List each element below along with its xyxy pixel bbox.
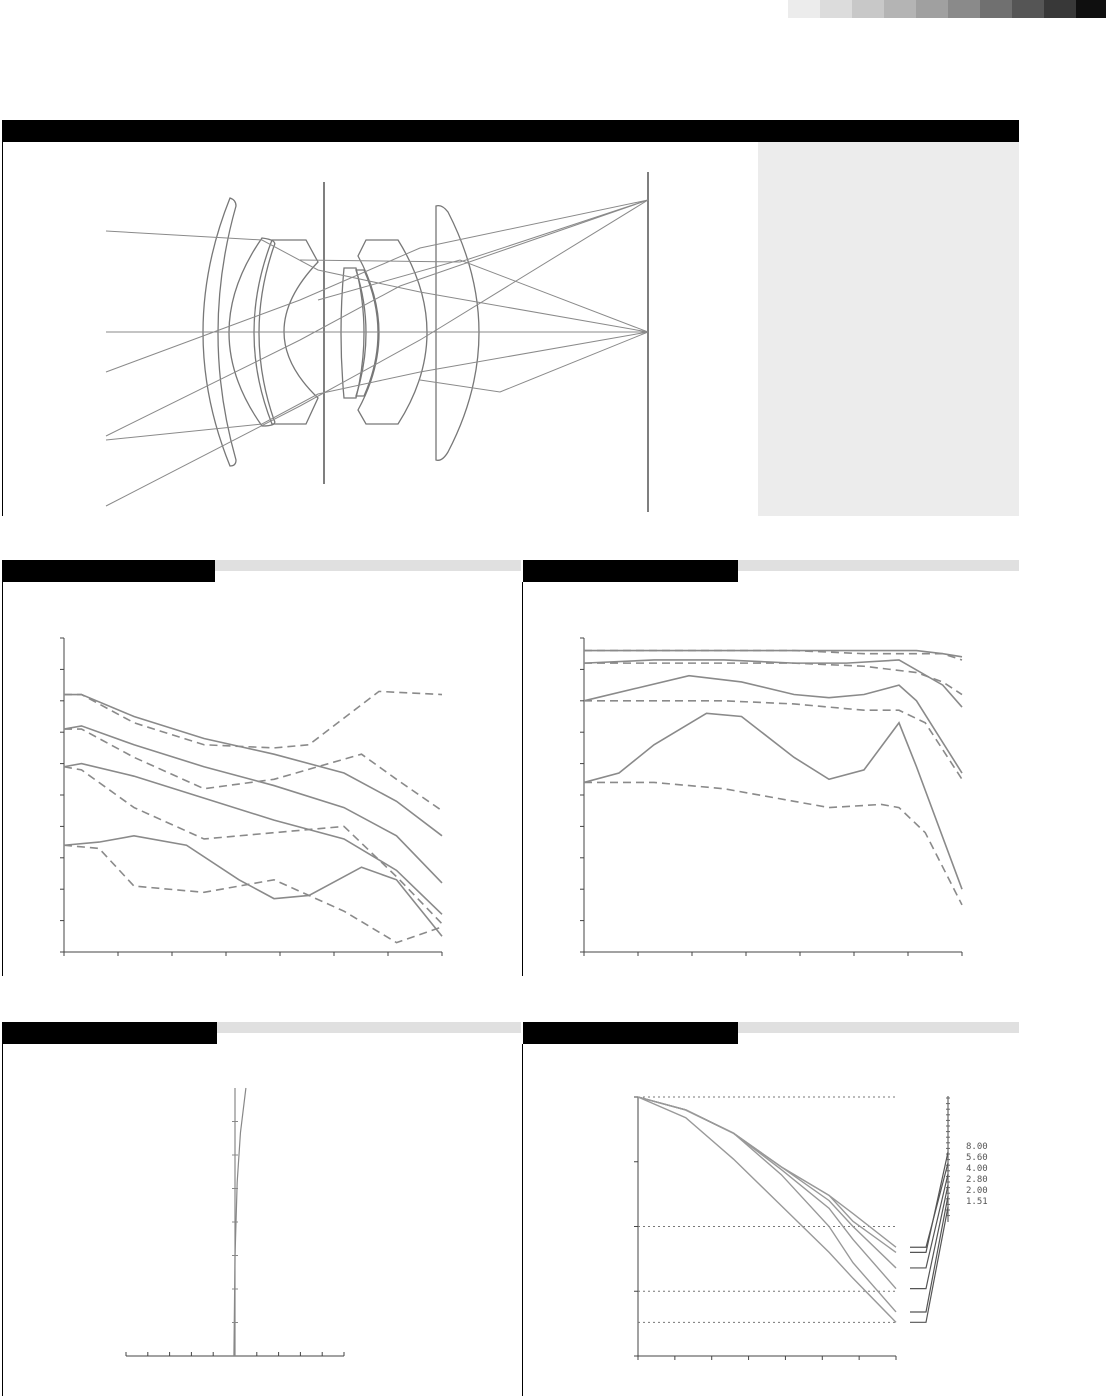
vignetting-curve [638, 1097, 896, 1252]
f-number-label: 1.51 [966, 1197, 988, 1207]
vignetting-curve [638, 1097, 896, 1289]
vignetting-curve [638, 1097, 896, 1322]
f-number-label: 8.00 [966, 1142, 988, 1152]
f-number-leader [910, 1174, 948, 1268]
f-number-label: 4.00 [966, 1164, 988, 1174]
vignetting-curve [638, 1097, 896, 1268]
vignetting-curve [638, 1097, 896, 1312]
f-number-label: 2.80 [966, 1175, 988, 1185]
f-number-label: 5.60 [966, 1153, 988, 1163]
f-number-label: 2.00 [966, 1186, 988, 1196]
